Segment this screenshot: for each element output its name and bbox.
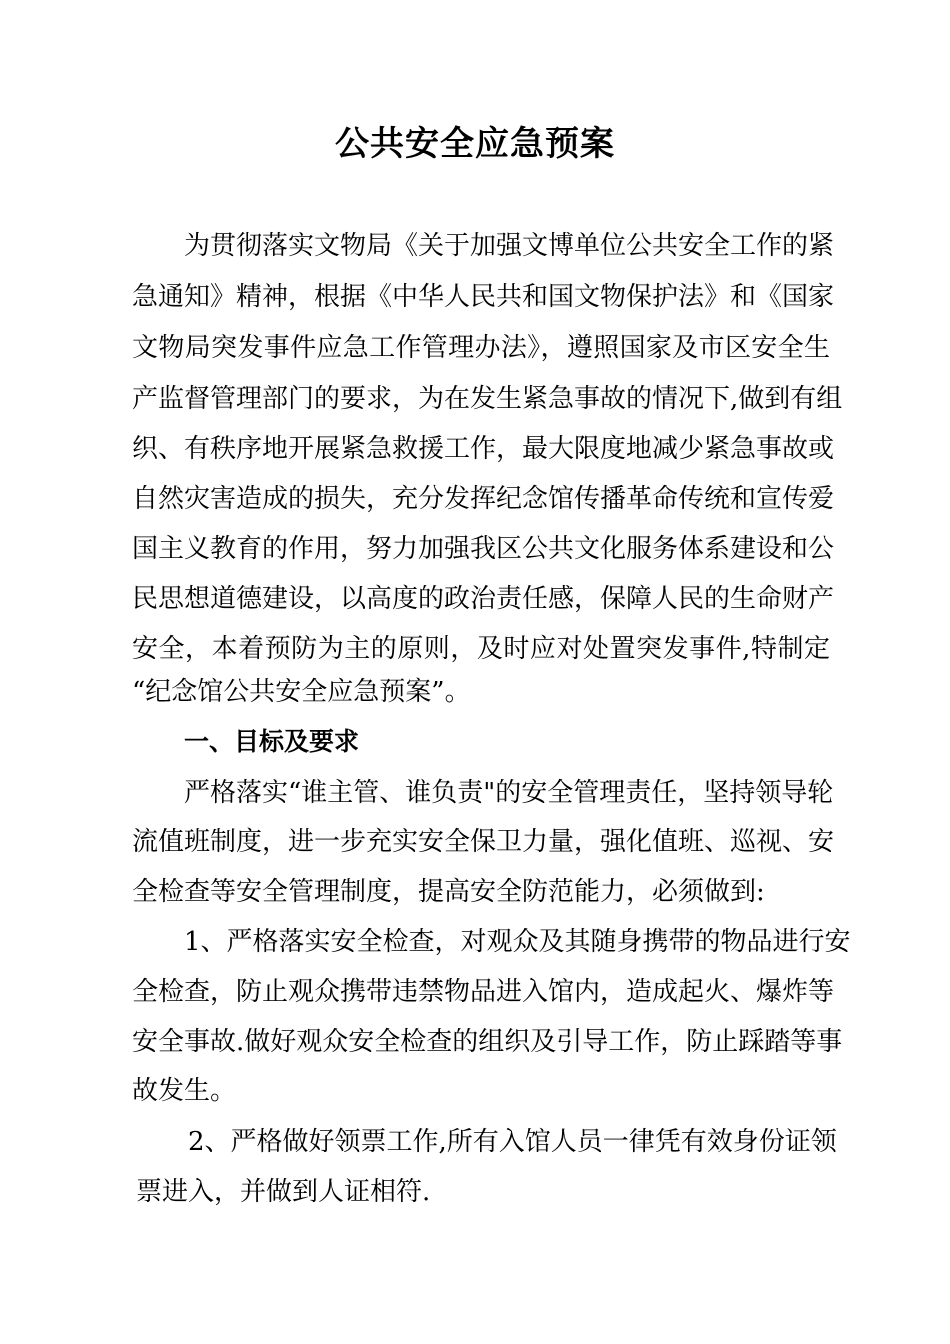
item1-line-1: 1、严格落实安全检查，对观众及其随身携带的物品进行安 (184, 927, 851, 957)
section1-line-3: 全检查等安全管理制度，提高安全防范能力，必须做到: (132, 877, 765, 907)
item2-line-1: 2、严格做好领票工作,所有入馆人员一律凭有效身份证领 (188, 1127, 837, 1157)
section-heading: 一、目标及要求 (184, 727, 360, 756)
intro-line-6: 自然灾害造成的损失，充分发挥纪念馆传播革命传统和宣传爱 (132, 484, 835, 514)
item1-line-4: 故发生。 (132, 1076, 237, 1106)
intro-line-8: 民思想道德建设，以高度的政治责任感，保障人民的生命财产 (132, 584, 835, 614)
intro-line-3: 文物局突发事件应急工作管理办法》，遵照国家及市区安全生 (132, 333, 830, 363)
intro-line-10: “纪念馆公共安全应急预案”。 (132, 677, 471, 707)
item1-line-3: 安全事故.做好观众安全检查的组织及引导工作，防止踩踏等事 (132, 1027, 843, 1057)
intro-line-5: 织、有秩序地开展紧急救援工作，最大限度地减少紧急事故或 (132, 434, 835, 464)
document-title: 公共安全应急预案 (335, 124, 615, 164)
item2-line-2: 票进入，并做到人证相符. (136, 1177, 431, 1207)
intro-line-9: 安全，本着预防为主的原则，及时应对处置突发事件,特制定 (132, 634, 830, 664)
item1-line-2: 全检查，防止观众携带违禁物品进入馆内，造成起火、爆炸等 (132, 977, 835, 1007)
section1-line-1: 严格落实“谁主管、谁负责"的安全管理责任，坚持领导轮 (184, 778, 834, 808)
intro-line-2: 急通知》精神，根据《中华人民共和国文物保护法》和《国家 (132, 282, 835, 312)
intro-line-7: 国主义教育的作用，努力加强我区公共文化服务体系建设和公 (132, 534, 835, 564)
intro-line-1: 为贯彻落实文物局《关于加强文博单位公共安全工作的紧 (184, 231, 835, 261)
intro-line-4: 产监督管理部门的要求，为在发生紧急事故的情况下,做到有组 (132, 384, 843, 414)
section1-line-2: 流值班制度，进一步充实安全保卫力量，强化值班、巡视、安 (132, 827, 835, 857)
